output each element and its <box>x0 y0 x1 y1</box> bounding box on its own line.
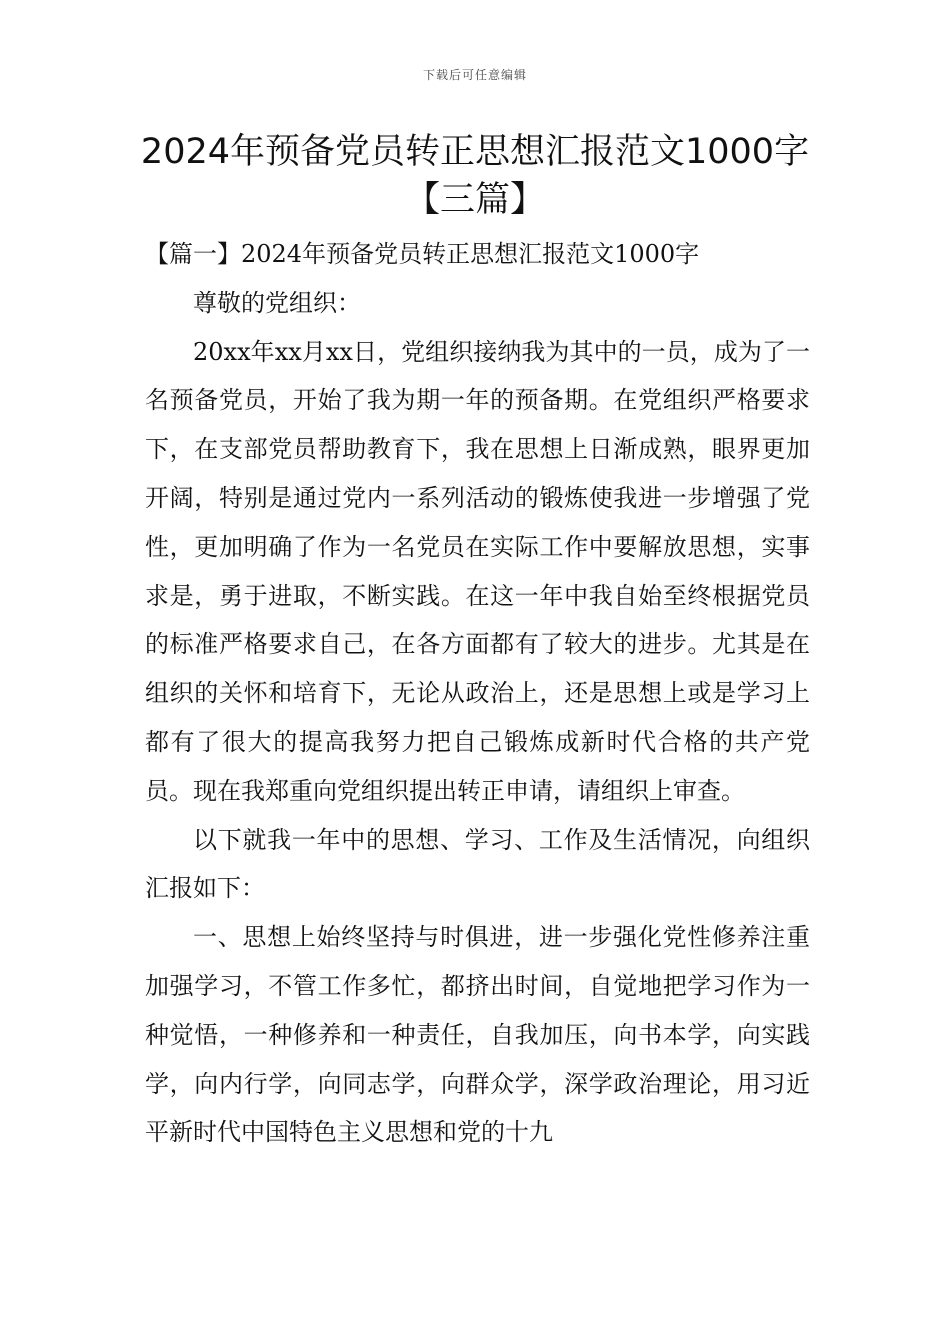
title-line-2: 【三篇】 <box>404 180 545 220</box>
title-line-1: 2024年预备党员转正思想汇报范文1000字 <box>140 132 810 172</box>
section-heading: 【篇一】2024年预备党员转正思想汇报范文1000字 <box>145 240 700 268</box>
body-paragraph: 20xx年xx月xx日，党组织接纳我为其中的一员，成为了一名预备党员，开始了我为期一年的预备期。在党组织严格要求下，在支部党员帮助教育下，我在思想上日渐成熟，眼界更加开阔，特别是通过党内一系列活动的锻炼使我进一步增强了党性，更加明确了作为一名党员在实际工作中要解放思想，实事求是，勇于进取，不断实践。在这一年中我自始至终根据党员的标准严格要求自己，在各方面都有了较大的进步。尤其是在组织的关怀和培育下，无论从政治上，还是思想上或是学习上都有了很大的提高我努力把自己锻炼成新时代合格的共产党员。现在我郑重向党组织提出转正申请，请组织上审查。 <box>145 337 810 805</box>
header-note: 下载后可任意编辑 <box>422 68 527 82</box>
body-paragraph: 以下就我一年中的思想、学习、工作及生活情况，向组织汇报如下： <box>145 825 810 903</box>
body-paragraph: 一、思想上始终坚持与时俱进，进一步强化党性修养注重加强学习，不管工作多忙，都挤出时间，自觉地把学习作为一种觉悟，一种修养和一种责任，自我加压，向书本学，向实践学，向内行学，向同志学，向群众学，深学政治理论，用习近平新时代中国特色主义思想和党的十九 <box>145 923 810 1147</box>
document-body <box>145 230 810 1157</box>
salutation: 尊敬的党组织： <box>193 288 361 317</box>
document-title <box>100 128 850 224</box>
